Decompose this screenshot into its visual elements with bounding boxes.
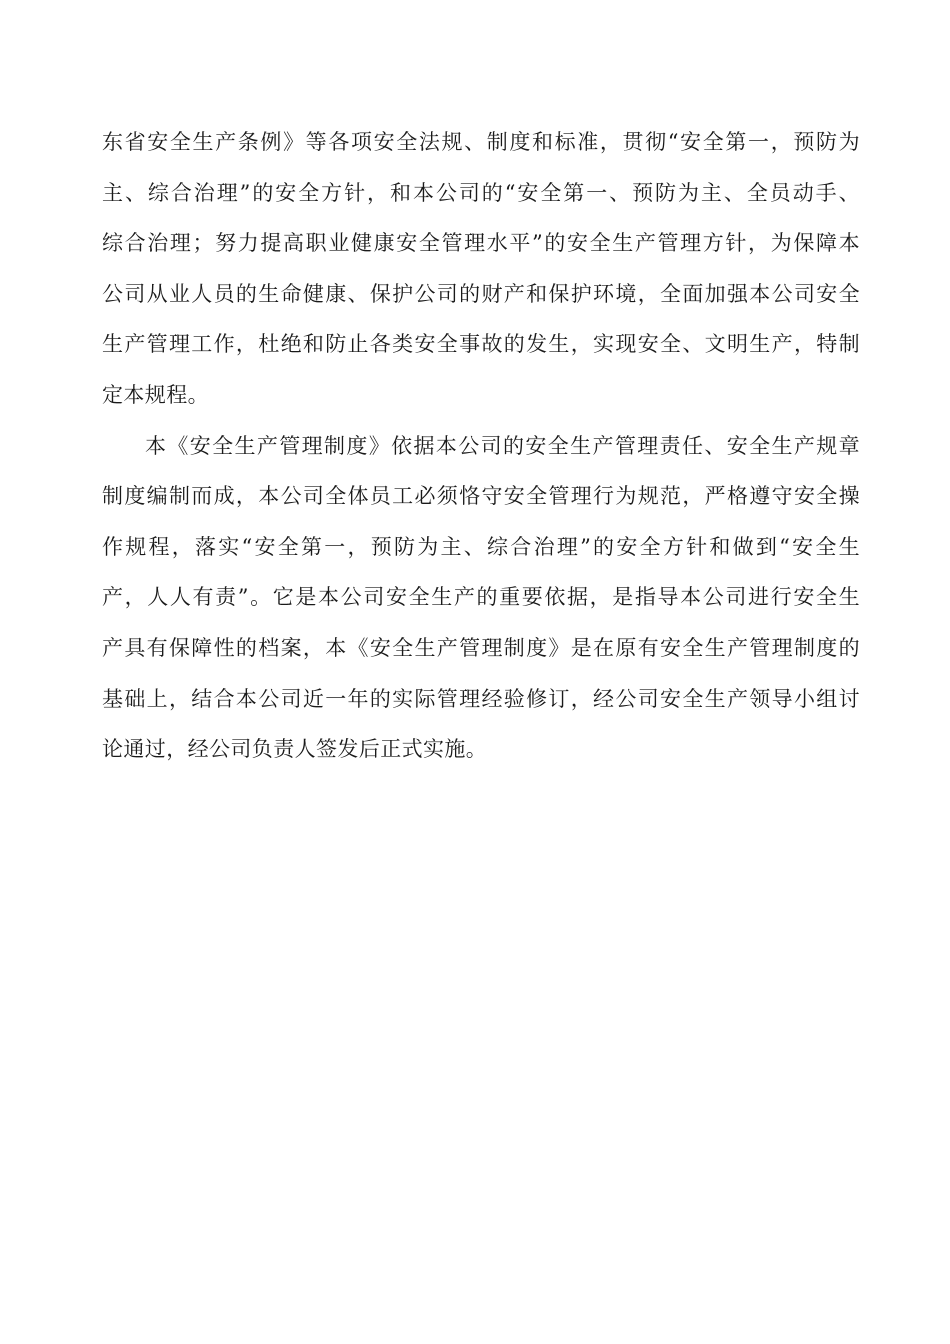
- paragraph-1: [102, 117, 860, 421]
- document-body: [102, 117, 860, 775]
- paragraph-2-line: 本《安全生产管理制度》依据本公司的安全生产管理责任、安全生产规章: [145, 433, 860, 458]
- paragraph-2-line: 产具有保障性的档案，本《安全生产管理制度》是在原有安全生产管理制度的: [102, 635, 860, 660]
- paragraph-1-line: 综合治理；努力提高职业健康安全管理水平”的安全生产管理方针，为保障本: [102, 231, 860, 256]
- paragraph-2-line: 论通过，经公司负责人签发后正式实施。: [102, 737, 488, 762]
- paragraph-2-line: 作规程，落实“安全第一，预防为主、综合治理”的安全方针和做到“安全生: [102, 534, 860, 559]
- paragraph-2-line: 产，人人有责”。它是本公司安全生产的重要依据，是指导本公司进行安全生: [102, 585, 860, 610]
- paragraph-1-line: 公司从业人员的生命健康、保护公司的财产和保护环境，全面加强本公司安全: [102, 281, 860, 306]
- paragraph-2-line: 基础上，结合本公司近一年的实际管理经验修订，经公司安全生产领导小组讨: [102, 686, 860, 711]
- paragraph-2-line: 制度编制而成，本公司全体员工必须恪守安全管理行为规范，严格遵守安全操: [102, 484, 860, 509]
- paragraph-1-line: 定本规程。: [102, 382, 209, 407]
- paragraph-1-line: 东省安全生产条例》等各项安全法规、制度和标准，贯彻“安全第一，预防为: [102, 130, 860, 154]
- paragraph-1-line: 主、综合治理”的安全方针，和本公司的“安全第一、预防为主、全员动手、: [102, 180, 860, 205]
- paragraph-1-line: 生产管理工作，杜绝和防止各类安全事故的发生，实现安全、文明生产，特制: [102, 332, 860, 357]
- paragraph-2: [102, 421, 860, 775]
